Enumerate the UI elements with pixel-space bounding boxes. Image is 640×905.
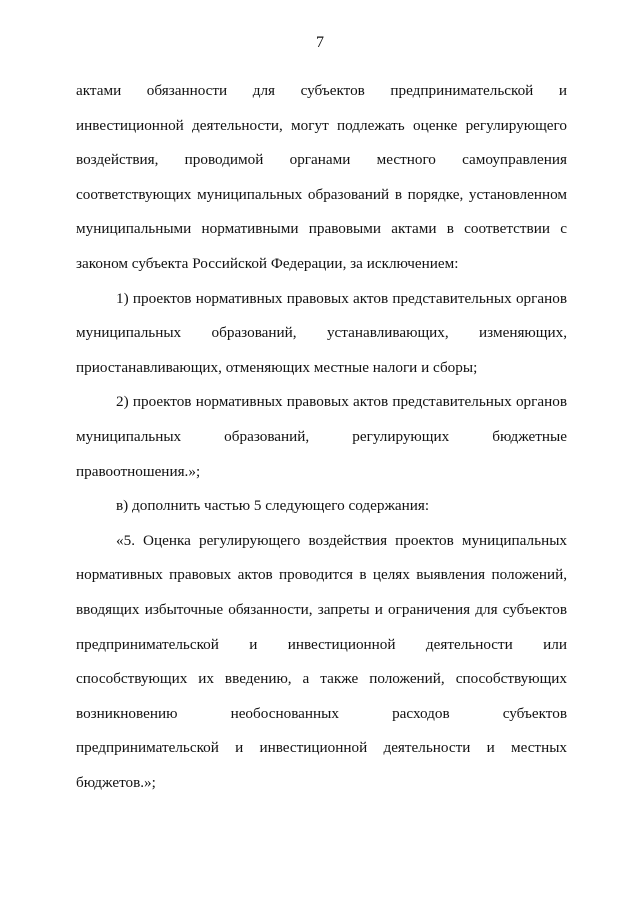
page-number: 7 [316, 34, 324, 51]
text-line: приостанавливающих, отменяющих местные налоги и сборы; [76, 358, 478, 376]
text-line: бюджетов.»; [76, 773, 156, 791]
text-line: муниципальных образований, регулирующих бюджетные [76, 427, 567, 445]
text-line: предпринимательской и инвестиционной деятельности и местных [76, 739, 567, 757]
text-line: муниципальными нормативными правовыми актами в соответствии с [76, 220, 567, 238]
text-line: возникновению необоснованных расходов субъектов [76, 704, 567, 722]
amendment-item-line: в) дополнить частью 5 следующего содержания: [116, 497, 430, 515]
text-line: соответствующих муниципальных образований в порядке, установленном [76, 185, 567, 203]
document-body [76, 74, 567, 800]
text-line: муниципальных образований, устанавливающих, изменяющих, [76, 324, 567, 342]
text-line: инвестиционной деятельности, могут подлежать оценке регулирующего [76, 116, 567, 134]
text-line: предпринимательской и инвестиционной деятельности или [76, 635, 567, 653]
text-line: нормативных правовых актов проводится в целях выявления положений, [76, 566, 567, 584]
text-line: воздействия, проводимой органами местного самоуправления [76, 151, 567, 169]
text-line: законом субъекта Российской Федерации, за исключением: [76, 254, 459, 272]
text-line: правоотношения.»; [76, 462, 201, 480]
text-line: способствующих их введению, а также положений, способствующих [76, 670, 567, 688]
list-item-2-line: 2) проектов нормативных правовых актов представительных органов [116, 393, 567, 411]
text-line: вводящих избыточные обязанности, запреты и ограничения для субъектов [76, 600, 567, 618]
text-line: актами обязанности для субъектов предпринимательской и [76, 82, 567, 99]
quoted-paragraph-line: «5. Оценка регулирующего воздействия проектов муниципальных [116, 531, 567, 549]
list-item-1-line: 1) проектов нормативных правовых актов представительных органов [116, 289, 567, 307]
